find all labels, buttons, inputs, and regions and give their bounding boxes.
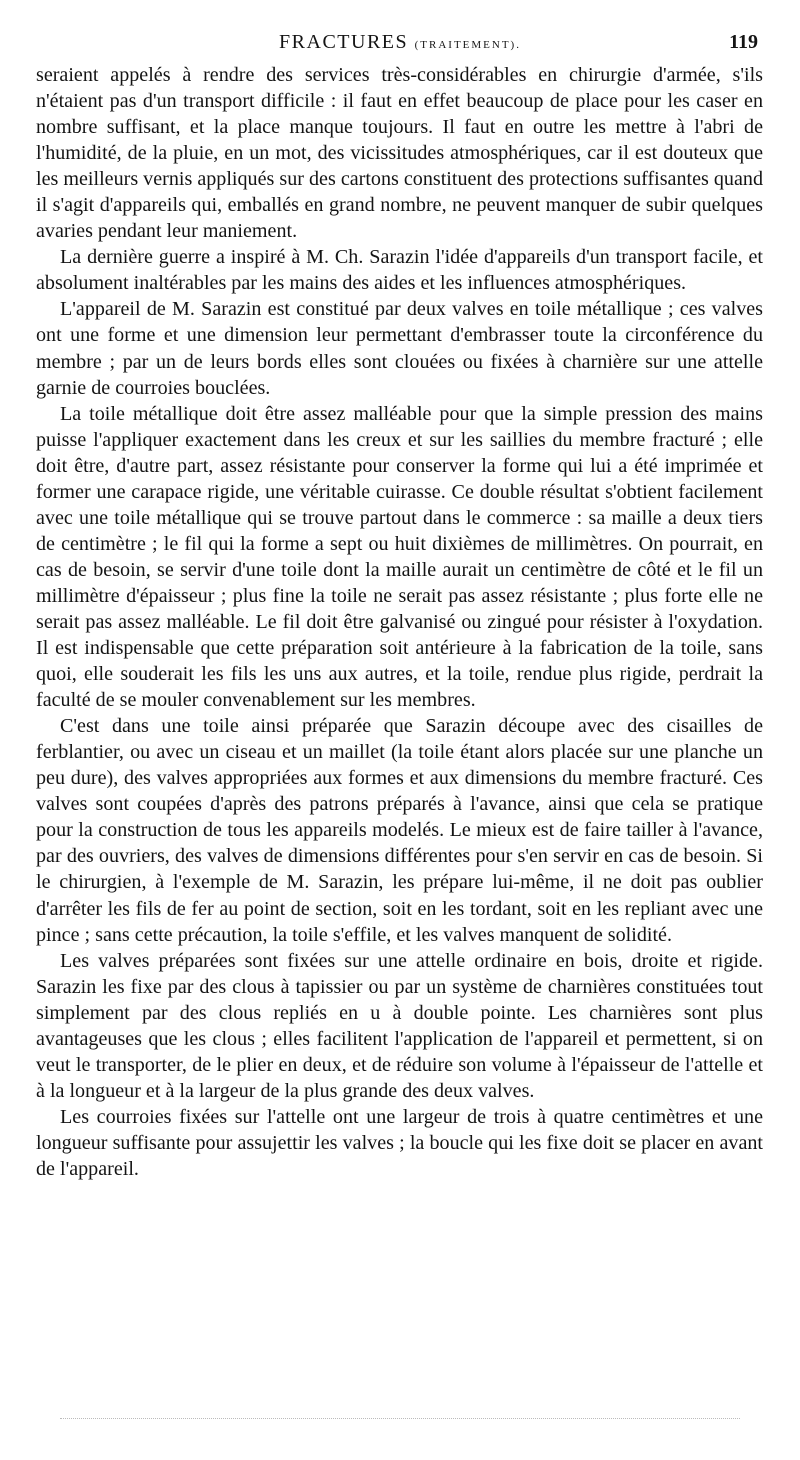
paragraph: seraient appelés à rendre des services très-considérables en chirurgie d'armée, s'ils n'étaient pas d'un transport difficile : il faut en effet beaucoup de place pour les caser en nombre suffisant, et la place manque toujours. Il faut en outre les mettre à l'abri de l'humidité, de la pluie, en un mot, des vicissitudes atmosphériques, car il est douteux que les meilleurs vernis appliqués sur des cartons constituent des protections suffisantes quand il s'agit d'appareils qui, emballés en grand nombre, ne peuvent manquer de subir quelques avaries pendant leur maniement. (36, 64, 763, 243)
paragraph: L'appareil de M. Sarazin est constitué par deux valves en toile métallique ; ces valves ont une forme et une dimension leur permettant d'embrasser toute la circonférence du membre ; par un de leurs bords elles sont clouées ou fixées à charnière sur une attelle garnie de courroies bouclées. (36, 298, 763, 399)
running-title (36, 30, 764, 57)
page-number: 119 (729, 31, 758, 53)
running-title-sub: (TRAITEMENT). (414, 39, 521, 51)
body-text (36, 62, 763, 1182)
paragraph: La toile métallique doit être assez malléable pour que la simple pression des mains puisse l'appliquer exactement dans les creux et sur les saillies du membre fracturé ; elle doit être, d'autre part, assez résistante pour conserver la forme qui lui a été imprimée et former une carapace rigide, une véritable cuirasse. Ce double résultat s'obtient facilement avec une toile métallique qui se trouve partout dans le commerce : sa maille a deux tiers de centimètre ; le fil qui la forme a sept ou huit dixièmes de millimètres. On pourrait, en cas de besoin, se servir d'une toile dont la maille aurait un centimètre de côté et le fil un millimètre d'épaisseur ; plus fine la toile ne serait pas assez résistante ; plus forte elle ne serait pas assez malléable. Le fil doit être galvanisé ou zingué pour résister à l'oxydation. Il est indispensable que cette préparation soit antérieure à la fabrication de la toile, sans quoi, elle souderait les fils les uns aux autres, et la toile, rendue plus rigide, perdrait la faculté de se mouler convenablement sur les membres. (36, 402, 763, 712)
paragraph: La dernière guerre a inspiré à M. Ch. Sarazin l'idée d'appareils d'un transport facile, et absolument inaltérables par les mains des aides et les influences atmosphériques. (36, 246, 763, 295)
paragraph: C'est dans une toile ainsi préparée que Sarazin découpe avec des cisailles de ferblantier, ou avec un ciseau et un maillet (la toile étant alors placée sur une planche un peu dure), des valves appropriées aux formes et aux dimensions du membre fracturé. Ces valves sont coupées d'après des patrons préparés à l'avance, ainsi que cela se pratique pour la construction de tous les appareils modelés. Le mieux est de faire tailler à l'avance, par des ouvriers, des valves de dimensions différentes pour s'en servir en cas de besoin. Si le chirurgien, à l'exemple de M. Sarazin, les prépare lui-même, il ne doit pas oublier d'arrêter les fils de fer au point de section, soit en les tordant, soit en les repliant avec une pince ; sans cette précaution, la toile s'effile, et les valves manquent de solidité. (36, 715, 763, 946)
paragraph: Les valves préparées sont fixées sur une attelle ordinaire en bois, droite et rigide. Sarazin les fixe par des clous à tapissier ou par un système de charnières constituées tout simplement par des clous repliés en u à double pointe. Les charnières sont plus avantageuses que les clous ; elles facilitent l'application de l'appareil et permettent, si on veut le transporter, de le plier en deux, et de réduire son volume à l'épaisseur de l'attelle et à la longueur et à la largeur de la plus grande des deux valves. (36, 949, 763, 1102)
running-header (36, 30, 764, 54)
running-title-main: FRACTURES (279, 31, 409, 53)
bottom-scan-artifact (60, 1418, 740, 1421)
paragraph: Les courroies fixées sur l'attelle ont une largeur de trois à quatre centimètres et une longueur suffisante pour assujettir les valves ; la boucle qui les fixe doit se placer en avant de l'appareil. (36, 1105, 763, 1180)
